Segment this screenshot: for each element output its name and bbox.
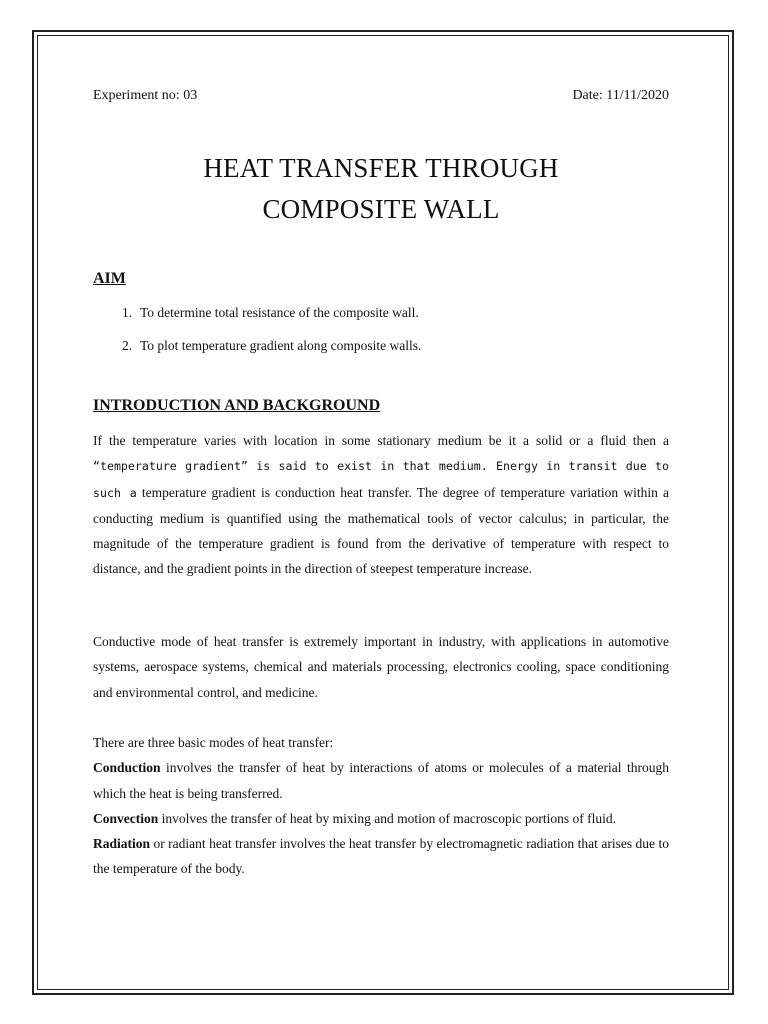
- mode-description: involves the transfer of heat by mixing and motion of macroscopic portions of fluid.: [158, 810, 617, 826]
- intro-paragraph-2: [93, 629, 669, 705]
- list-item-number: 1.: [122, 305, 133, 320]
- mode-description: or radiant heat transfer involves the heat transfer by electromagnetic radiation that arises due to the temperature of the body.: [93, 836, 669, 877]
- list-item-text: To determine total resistance of the composite wall.: [140, 305, 419, 320]
- mode-term: Radiation: [93, 836, 151, 852]
- intro-paragraph-1: [93, 428, 669, 582]
- list-item-text: To plot temperature gradient along composite walls.: [140, 338, 422, 353]
- page-title: [93, 148, 669, 230]
- mode-convection: [93, 806, 669, 831]
- intro-heading: INTRODUCTION AND BACKGROUND: [93, 397, 381, 414]
- title-line-1: HEAT TRANSFER THROUGH: [203, 153, 559, 183]
- list-item-number: 2.: [122, 338, 133, 353]
- modes-intro: There are three basic modes of heat transfer:: [93, 735, 334, 750]
- paragraph-text: Conductive mode of heat transfer is extremely important in industry, with applications in automotive systems, aerospace systems, chemical and materials processing, electronics cooling, space conditioning and environmental control, and medicine.: [93, 634, 669, 700]
- aim-list: [122, 305, 669, 371]
- modes-section: [93, 730, 669, 882]
- document-header: [93, 88, 669, 104]
- paragraph-text: If the temperature varies with location in some stationary medium be it a solid or a fluid then a: [93, 433, 669, 448]
- mode-conduction: [93, 755, 669, 806]
- paragraph-text-mono: “temperature gradient” is said to exist in that medium. Energy in transit due to such a: [93, 459, 669, 500]
- aim-heading: AIM: [93, 270, 126, 287]
- mode-term: Convection: [93, 810, 159, 826]
- mode-radiation: [93, 831, 669, 882]
- mode-description: involves the transfer of heat by interactions of atoms or molecules of a material through which the heat is being transferred.: [93, 760, 669, 801]
- mode-term: Conduction: [93, 760, 161, 776]
- title-line-2: COMPOSITE WALL: [262, 194, 500, 224]
- experiment-date: Date: 11/11/2020: [572, 88, 669, 103]
- experiment-number: Experiment no: 03: [93, 88, 198, 103]
- paragraph-text: temperature gradient is conduction heat transfer. The degree of temperature variation within a conducting medium is quantified using the mathematical tools of vector calculus; in particular, the magnitude of the temperature gradient is found from the derivative of temperature with respect to distance, and the gradient points in the direction of steepest temperature increase.: [93, 484, 670, 577]
- list-item: [122, 305, 669, 338]
- list-item: [122, 338, 669, 371]
